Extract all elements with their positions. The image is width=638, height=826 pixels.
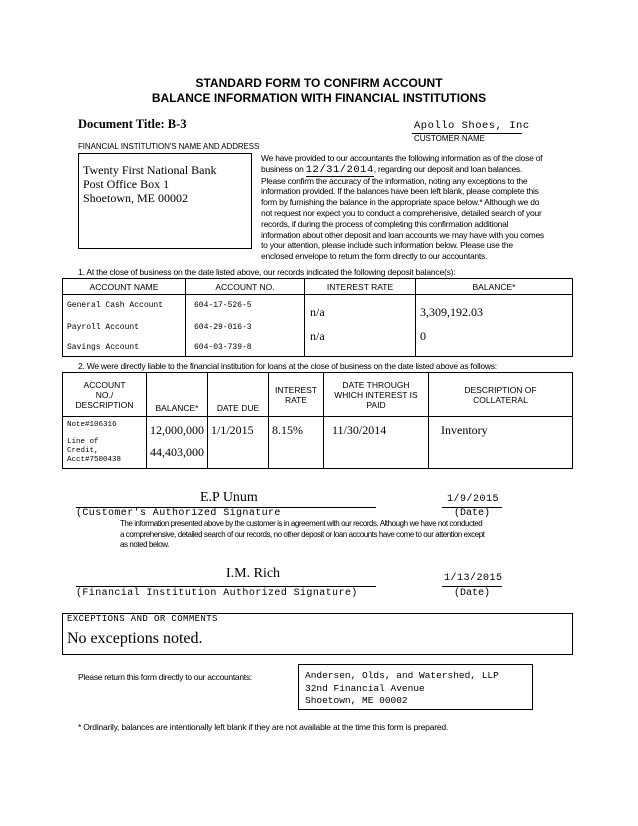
intro-line2-post: , regarding our deposit and loan balances.	[373, 163, 523, 174]
loan-header-date-due: DATE DUE	[208, 373, 269, 417]
deposit-account-name: General Cash Account	[67, 301, 164, 310]
loan-header-paid-line: PAID	[366, 399, 386, 410]
fi-signature-label: (Financial Institution Authorized Signature)	[76, 588, 358, 599]
as-of-date: 12/31/2014	[305, 163, 374, 176]
deposit-balance: 0	[420, 329, 426, 343]
deposit-account-name: Payroll Account	[67, 323, 140, 332]
bank-po-box: Post Office Box 1	[83, 177, 170, 191]
deposit-balances	[416, 295, 573, 357]
customer-name-value: Apollo Shoes, Inc	[414, 120, 530, 132]
section2-label: 2. We were directly liable to the financial institution for loans at the close of business on the date listed above as follows:	[78, 361, 497, 371]
fi-signature-name: I.M. Rich	[226, 566, 281, 581]
deposit-header-account-no: ACCOUNT NO.	[186, 279, 305, 295]
fi-agreement-line: The information presented above by the customer is in agreement with our records. Although we have not conducted	[120, 519, 483, 528]
deposit-header-account-name: ACCOUNT NAME	[63, 279, 186, 295]
deposit-table	[62, 278, 573, 357]
loan-desc-line: Credit,	[67, 447, 99, 455]
customer-signature-name: E.P Unum	[200, 490, 258, 505]
loan-description	[63, 417, 147, 469]
customer-date-label: (Date)	[454, 508, 491, 519]
loan-interest-paid-date: 11/30/2014	[324, 417, 429, 469]
loan-collateral: Inventory	[429, 417, 573, 469]
deposit-rate: n/a	[310, 305, 325, 319]
footnote: * Ordinarily, balances are intentionally left blank if they are not available at the time this form is prepared.	[78, 722, 449, 732]
loan-header-interest-rate	[269, 373, 324, 417]
intro-paragraph	[261, 153, 573, 262]
intro-line1: We have provided to our accountants the following information as of the close of	[261, 153, 543, 163]
form-title	[0, 76, 638, 106]
loan-header-account-line: ACCOUNT	[83, 379, 126, 390]
loan-header-paid-line: WHICH INTEREST IS	[334, 389, 418, 400]
return-instructions: Please return this form directly to our accountants:	[78, 672, 252, 682]
form-title-line1: STANDARD FORM TO CONFIRM ACCOUNT	[195, 76, 443, 90]
loan-date-due: 1/1/2015	[208, 417, 269, 469]
deposit-account-name: Savings Account	[67, 343, 140, 352]
customer-signature-date: 1/9/2015	[447, 494, 500, 505]
loan-header-balance: BALANCE*	[147, 373, 208, 417]
loan-header-rate-line: RATE	[284, 394, 308, 405]
exceptions-label: EXCEPTIONS AND OR COMMENTS	[67, 614, 218, 624]
loan-interest-rate: 8.15%	[269, 417, 324, 469]
loan-balance: 12,000,000	[150, 423, 204, 437]
fi-agreement-line: a comprehensive, detailed search of our records, no other deposit or loan accounts have come to our attention except	[120, 529, 485, 539]
customer-signature-label: (Customer's Authorized Signature	[76, 508, 281, 519]
accountants-address-box	[298, 664, 533, 710]
deposit-account-no: 604-17-526-5	[194, 301, 252, 310]
intro-line: information provided. If the balances have been left blank, please complete this	[261, 186, 539, 197]
deposit-rate: n/a	[310, 329, 325, 343]
deposit-balance: 3,309,192.03	[420, 305, 483, 319]
deposit-account-no: 604-29-016-3	[194, 323, 252, 332]
intro-line2	[261, 164, 573, 176]
bank-name: Twenty First National Bank	[83, 163, 217, 177]
intro-line: records, if during the process of completing this confirmation additional	[261, 218, 509, 229]
loan-balance: 44,403,000	[150, 445, 204, 459]
fi-signature-line	[76, 586, 376, 587]
section1-label: 1. At the close of business on the date listed above, our records indicated the following deposit balance(s):	[78, 267, 456, 277]
deposit-interest-rates	[305, 295, 416, 357]
fi-date-line	[442, 586, 502, 587]
form-title-line2: BALANCE INFORMATION WITH FINANCIAL INSTITUTIONS	[151, 91, 487, 105]
bank-address-box	[78, 153, 252, 249]
deposit-account-no: 604-03-739-8	[194, 343, 252, 352]
exceptions-text: No exceptions noted.	[67, 630, 203, 647]
loan-header-account-line: NO./	[95, 389, 114, 400]
bank-address	[83, 163, 216, 205]
intro-line: not request nor expect you to conduct a comprehensive, detailed search of your	[261, 207, 542, 218]
accountants-city: Shoetown, ME 00002	[305, 695, 408, 706]
intro-line: enclosed envelope to return the form directly to our accountants.	[261, 251, 488, 262]
deposit-account-numbers	[186, 295, 305, 357]
deposit-header-balance: BALANCE*	[416, 279, 573, 295]
loan-header-account-line: DESCRIPTION	[75, 399, 134, 410]
loan-header-rate-line: INTEREST	[274, 384, 318, 395]
loan-balances	[147, 417, 208, 469]
deposit-header-interest-rate: INTEREST RATE	[305, 279, 416, 295]
fi-signature-date: 1/13/2015	[444, 573, 503, 584]
intro-line2-pre: business on	[261, 163, 304, 174]
intro-line: form by furnishing the balance in the appropriate space below.* Although we do	[261, 197, 540, 208]
intro-line: to your attention, please include such information below. Please use the	[261, 240, 513, 251]
document-title: Document Title: B-3	[78, 117, 187, 131]
loan-desc-line: Note#106316	[67, 421, 117, 429]
intro-line: information about other deposit and loan accounts we may have with you comes	[261, 229, 544, 240]
fi-name-address-label: FINANCIAL INSTITUTION'S NAME AND ADDRESS	[78, 142, 260, 151]
loan-header-collateral-line: DESCRIPTION OF	[464, 384, 537, 395]
loan-header-account	[63, 373, 147, 417]
loan-header-interest-paid	[324, 373, 429, 417]
loan-desc-line: Acct#7500438	[67, 456, 122, 464]
loan-desc-line: Line of	[67, 438, 99, 446]
fi-agreement-line: as noted below.	[120, 540, 169, 549]
fi-agreement-note	[120, 519, 485, 551]
accountants-address	[305, 670, 499, 708]
bank-city: Shoetown, ME 00002	[83, 191, 188, 205]
intro-line: Please confirm the accuracy of the information, noting any exceptions to the	[261, 175, 528, 186]
customer-name-label: CUSTOMER NAME	[414, 134, 485, 143]
fi-date-label: (Date)	[454, 588, 491, 599]
loan-table	[62, 372, 573, 469]
accountants-name: Andersen, Olds, and Watershed, LLP	[305, 670, 499, 681]
accountants-street: 32nd Financial Avenue	[305, 682, 425, 694]
loan-header-collateral	[429, 373, 573, 417]
loan-header-paid-line: DATE THROUGH	[342, 379, 410, 390]
loan-header-collateral-line: COLLATERAL	[473, 394, 528, 405]
exceptions-box	[62, 613, 573, 655]
deposit-account-names	[63, 295, 186, 357]
